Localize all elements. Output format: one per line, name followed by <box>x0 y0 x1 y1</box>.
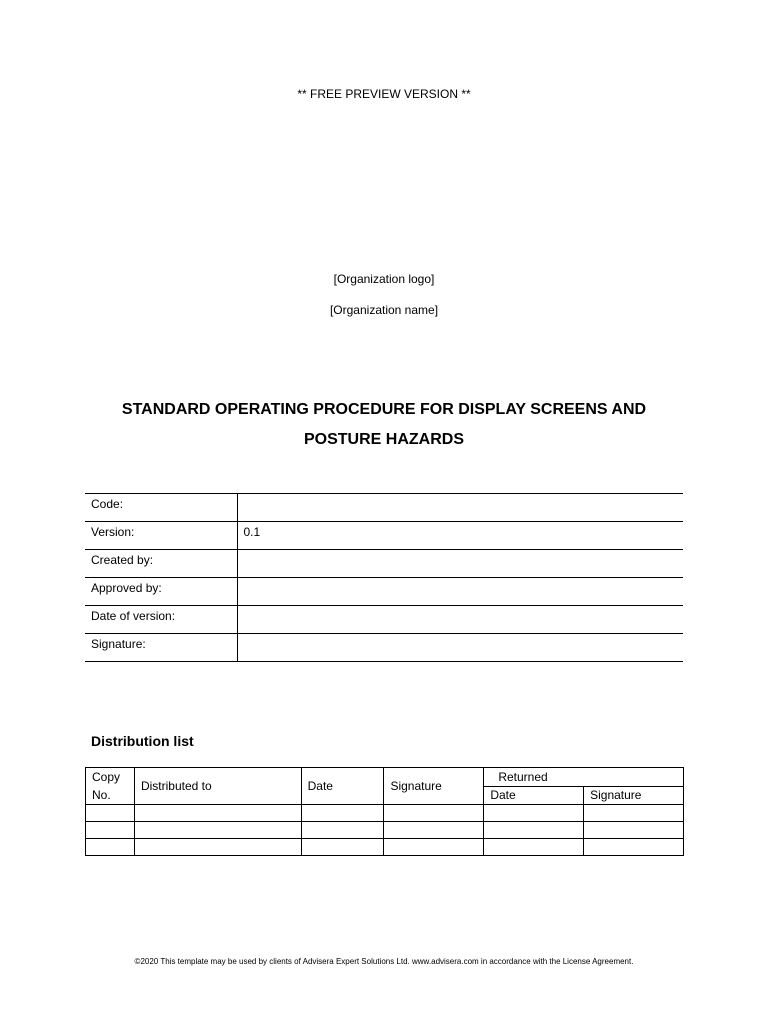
table-row <box>85 634 683 662</box>
header-returned: Returned <box>484 768 684 787</box>
metadata-label: Code: <box>85 494 237 522</box>
header-signature: Signature <box>384 768 484 805</box>
table-cell <box>384 805 484 822</box>
table-cell <box>384 839 484 856</box>
distribution-list-table <box>85 767 684 856</box>
metadata-label: Signature: <box>85 634 237 662</box>
table-cell <box>484 839 584 856</box>
header-distributed-to: Distributed to <box>134 768 301 805</box>
header-copy-no: Copy No. <box>86 768 135 805</box>
metadata-label: Approved by: <box>85 578 237 606</box>
header-returned-signature: Signature <box>584 786 684 805</box>
metadata-value <box>237 494 683 522</box>
table-row <box>85 578 683 606</box>
table-row <box>85 494 683 522</box>
table-cell <box>484 822 584 839</box>
table-cell <box>134 839 301 856</box>
table-cell <box>384 822 484 839</box>
distribution-list-heading: Distribution list <box>91 733 194 749</box>
table-cell <box>301 805 384 822</box>
document-metadata-table <box>85 493 683 662</box>
table-cell <box>134 805 301 822</box>
table-row <box>85 522 683 550</box>
table-header-row <box>86 768 684 787</box>
table-row <box>85 606 683 634</box>
table-row <box>86 822 684 839</box>
table-row <box>86 839 684 856</box>
table-cell <box>134 822 301 839</box>
table-row <box>86 805 684 822</box>
organization-logo-placeholder: [Organization logo] <box>333 272 435 286</box>
table-cell <box>584 839 684 856</box>
table-cell <box>86 839 135 856</box>
metadata-label: Date of version: <box>85 606 237 634</box>
organization-name-placeholder: [Organization name] <box>329 303 439 317</box>
metadata-value: 0.1 <box>237 522 683 550</box>
table-row <box>85 550 683 578</box>
table-cell <box>301 822 384 839</box>
metadata-label: Created by: <box>85 550 237 578</box>
header-date: Date <box>301 768 384 805</box>
preview-banner: ** FREE PREVIEW VERSION ** <box>297 87 471 101</box>
metadata-value <box>237 606 683 634</box>
header-returned-date: Date <box>484 786 584 805</box>
metadata-value <box>237 634 683 662</box>
table-cell <box>301 839 384 856</box>
table-cell <box>86 805 135 822</box>
license-footer: ©2020 This template may be used by clients of Advisera Expert Solutions Ltd. www.advisera.com in accordance with the License Agreement. <box>134 957 634 966</box>
metadata-value <box>237 578 683 606</box>
metadata-value <box>237 550 683 578</box>
table-cell <box>86 822 135 839</box>
table-cell <box>584 822 684 839</box>
table-cell <box>584 805 684 822</box>
document-title: STANDARD OPERATING PROCEDURE FOR DISPLAY SCREENS AND POSTURE HAZARDS <box>121 401 647 448</box>
metadata-label: Version: <box>85 522 237 550</box>
table-cell <box>484 805 584 822</box>
